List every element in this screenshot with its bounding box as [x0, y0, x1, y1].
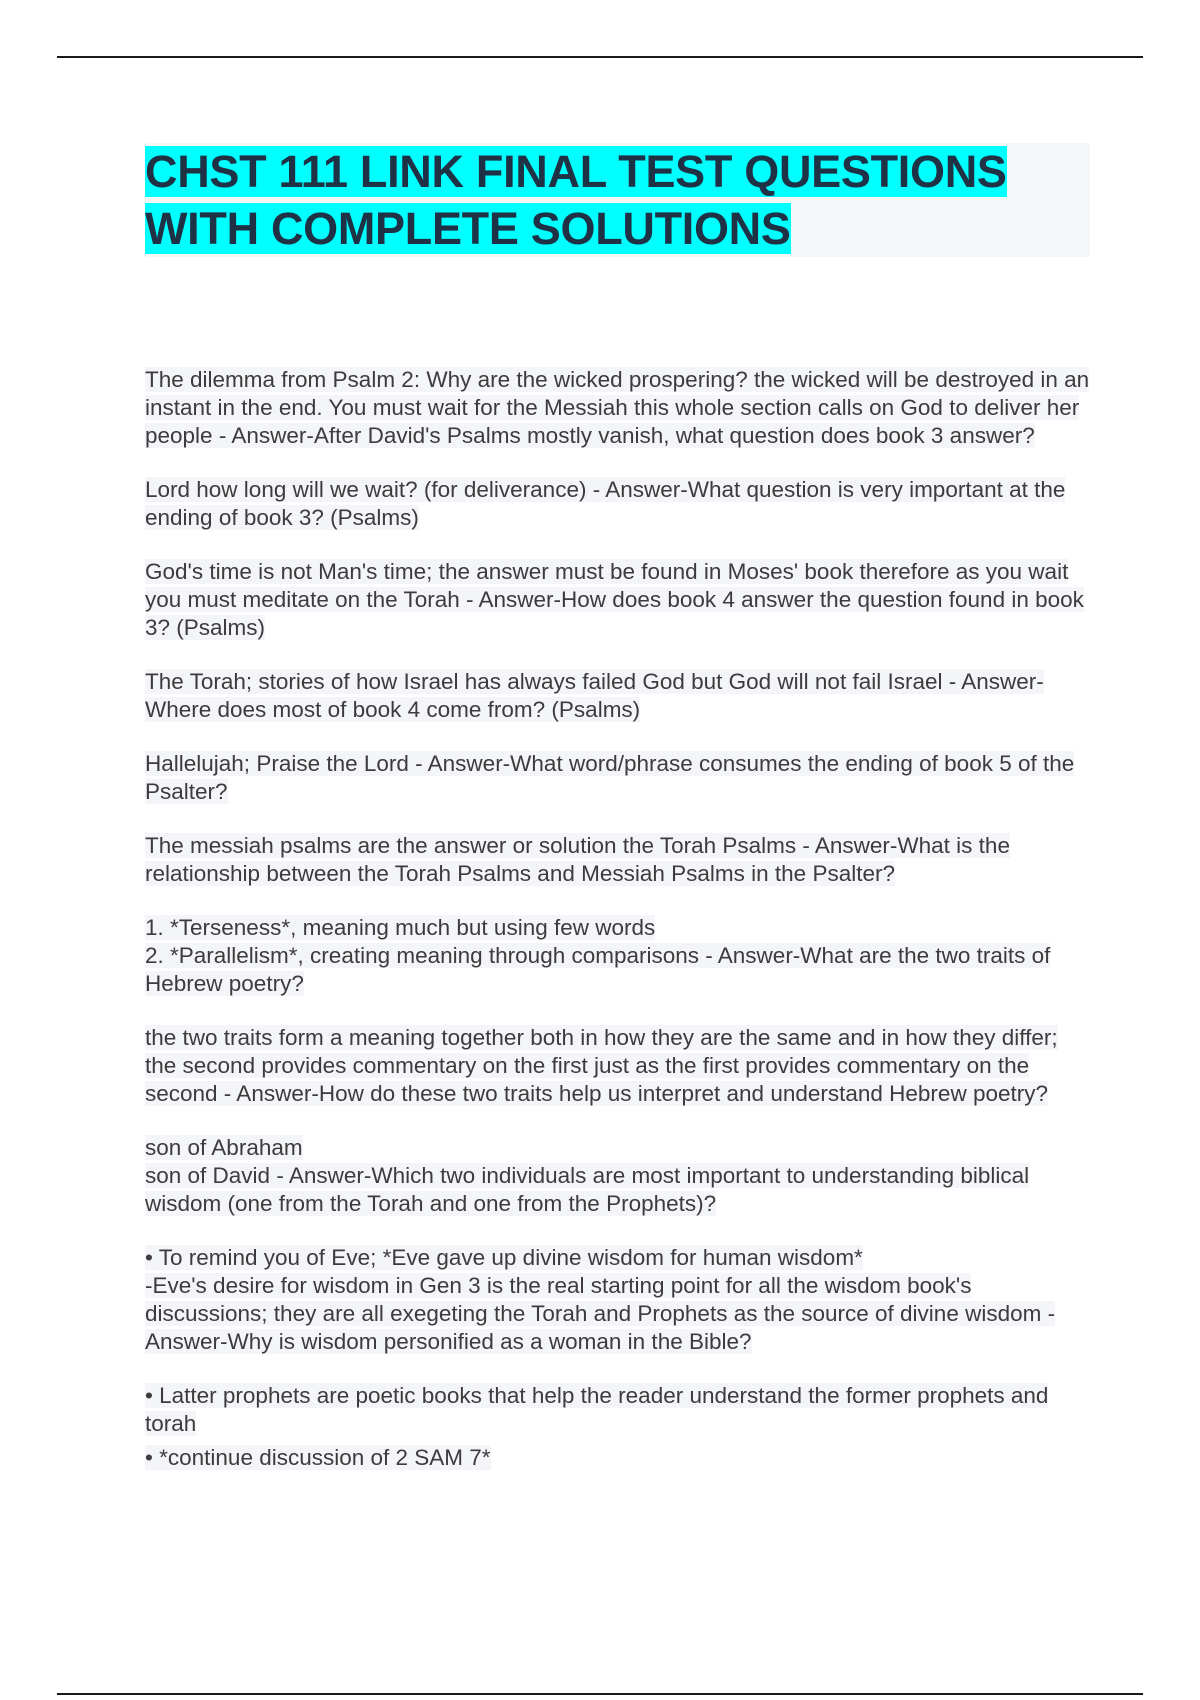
qa-entry	[145, 1444, 1095, 1472]
qa-entry-text: the two traits form a meaning together both in how they are the same and in how they differ; the second provides commentary on the first just as the first provides commentary on the second - Answer-How do these two traits help us interpret and understand Hebrew poetry?	[145, 1025, 1058, 1106]
qa-entry	[145, 1134, 1095, 1218]
qa-entry-text: • To remind you of Eve; *Eve gave up divine wisdom for human wisdom* -Eve's desire for wisdom in Gen 3 is the real starting point for all the wisdom book's discussions; they are all exegeting the Torah and Prophets as the source of divine wisdom - Answer-Why is wisdom personified as a woman in the Bible?	[145, 1245, 1056, 1354]
qa-entry	[145, 750, 1095, 806]
qa-entry-text: The dilemma from Psalm 2: Why are the wicked prospering? the wicked will be destroyed in an instant in the end. You must wait for the Messiah this whole section calls on God to deliver her people - Answer-After David's Psalms mostly vanish, what question does book 3 answer?	[145, 367, 1090, 448]
document-body	[145, 366, 1095, 1498]
bottom-rule	[57, 1693, 1143, 1695]
qa-entry	[145, 1382, 1095, 1438]
qa-entry	[145, 1244, 1095, 1356]
qa-entry	[145, 558, 1095, 642]
qa-entry-text: Lord how long will we wait? (for deliverance) - Answer-What question is very important at the ending of book 3? (Psalms)	[145, 477, 1066, 530]
qa-entry-text: • Latter prophets are poetic books that help the reader understand the former prophets and torah	[145, 1383, 1049, 1436]
title-block	[145, 143, 1090, 257]
qa-entry-text: 1. *Terseness*, meaning much but using few words 2. *Parallelism*, creating meaning through comparisons - Answer-What are the two traits of Hebrew poetry?	[145, 915, 1051, 996]
qa-entry-text: The Torah; stories of how Israel has always failed God but God will not fail Israel - Answer-Where does most of book 4 come from? (Psalms)	[145, 669, 1044, 722]
qa-entry-text: The messiah psalms are the answer or solution the Torah Psalms - Answer-What is the relationship between the Torah Psalms and Messiah Psalms in the Psalter?	[145, 833, 1010, 886]
qa-entry	[145, 366, 1095, 450]
qa-entry-text: • *continue discussion of 2 SAM 7*	[145, 1445, 491, 1470]
qa-entry	[145, 668, 1095, 724]
document-title-text: CHST 111 LINK FINAL TEST QUESTIONS WITH COMPLETE SOLUTIONS	[145, 146, 1007, 254]
top-rule	[57, 56, 1143, 58]
qa-entry-text: son of Abraham son of David - Answer-Which two individuals are most important to understanding biblical wisdom (one from the Torah and one from the Prophets)?	[145, 1135, 1030, 1216]
qa-entry-text: God's time is not Man's time; the answer must be found in Moses' book therefore as you wait you must meditate on the Torah - Answer-How does book 4 answer the question found in book 3? (Psalms)	[145, 559, 1084, 640]
qa-entry-text: Hallelujah; Praise the Lord - Answer-What word/phrase consumes the ending of book 5 of the Psalter?	[145, 751, 1075, 804]
document-title	[145, 143, 1090, 257]
qa-entry	[145, 476, 1095, 532]
qa-entry	[145, 1024, 1095, 1108]
qa-entry	[145, 914, 1095, 998]
qa-entry	[145, 832, 1095, 888]
